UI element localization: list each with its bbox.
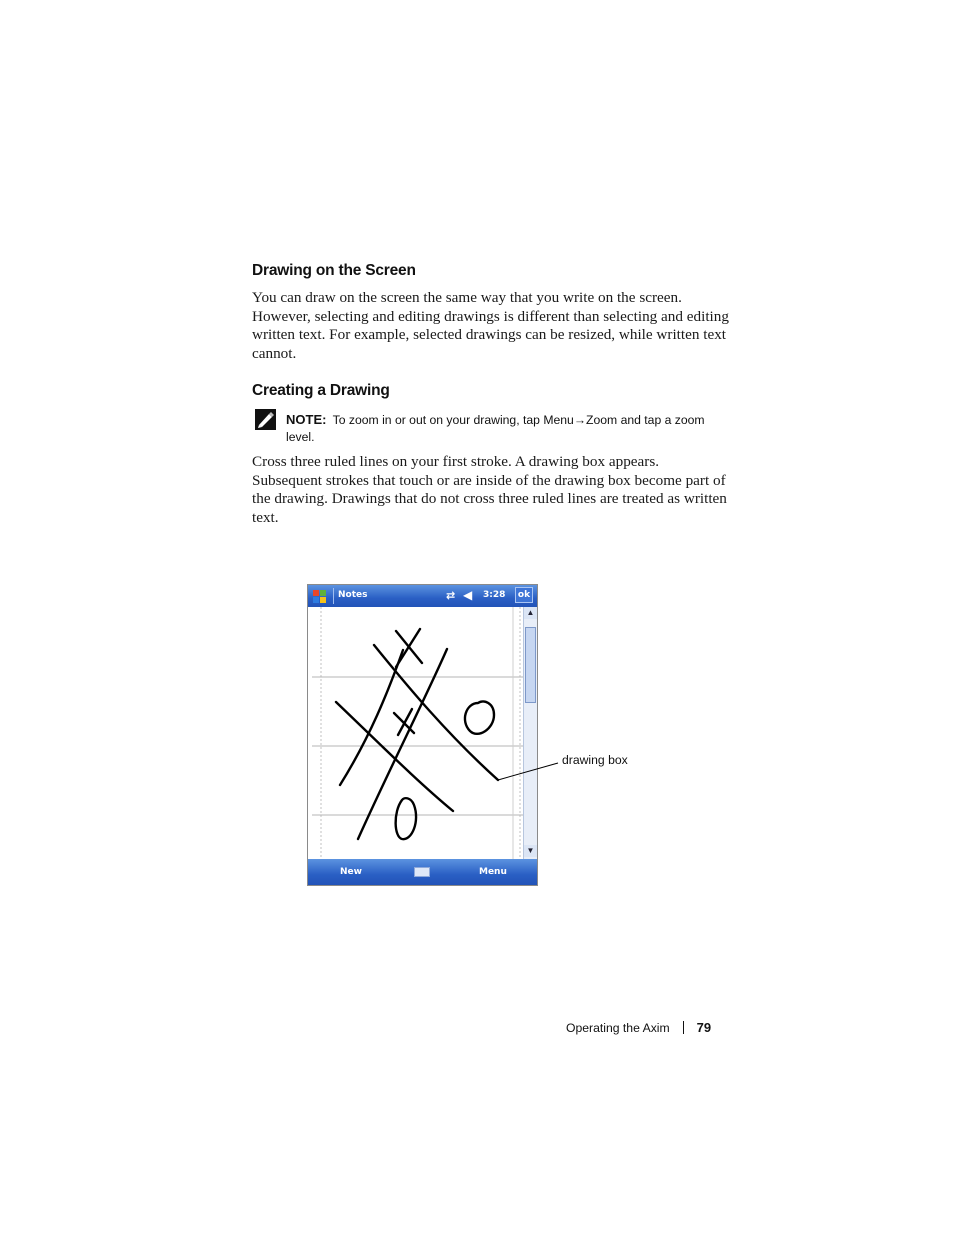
windows-start-icon[interactable] bbox=[312, 588, 328, 604]
note-canvas[interactable] bbox=[308, 607, 523, 859]
app-title: Notes bbox=[338, 590, 368, 600]
note-menu-term: Menu bbox=[543, 413, 574, 427]
scroll-thumb[interactable] bbox=[525, 627, 536, 703]
footer-divider bbox=[683, 1021, 684, 1034]
title-separator bbox=[333, 588, 334, 604]
note-zoom-term: Zoom bbox=[586, 413, 618, 427]
title-bar bbox=[308, 585, 537, 607]
ok-button[interactable]: ok bbox=[515, 587, 533, 603]
callout-label: drawing box bbox=[562, 753, 628, 767]
new-softkey[interactable]: New bbox=[340, 867, 362, 877]
menu-softkey[interactable]: Menu bbox=[479, 867, 507, 877]
menu-bar bbox=[308, 859, 537, 885]
scroll-up-icon[interactable]: ▲ bbox=[524, 607, 537, 619]
device-screenshot bbox=[307, 584, 538, 886]
note-label: NOTE: bbox=[286, 412, 327, 427]
page-number: 79 bbox=[696, 1020, 712, 1035]
vertical-scrollbar[interactable] bbox=[523, 607, 537, 859]
note-arrow: → bbox=[573, 413, 587, 427]
scroll-down-icon[interactable]: ▼ bbox=[524, 845, 537, 857]
paragraph-creating-drawing: Cross three ruled lines on your first stroke. A drawing box appears. Subsequent strokes that touch or are inside of the drawing box become part of the drawing. Drawings that do not cross three ruled lines are treated as written text. bbox=[252, 453, 727, 526]
page-footer bbox=[566, 1020, 711, 1035]
section-heading-drawing-on-screen: Drawing on the Screen bbox=[252, 262, 416, 279]
connectivity-icon[interactable]: ⇄ bbox=[446, 589, 456, 602]
note-text bbox=[286, 411, 706, 446]
volume-icon[interactable]: ◀ bbox=[463, 588, 473, 602]
note-text-after: and tap a zoom level. bbox=[286, 413, 705, 444]
footer-chapter: Operating the Axim bbox=[566, 1021, 670, 1035]
keyboard-icon[interactable] bbox=[414, 867, 430, 877]
note-pencil-icon bbox=[255, 409, 276, 430]
clock[interactable]: 3:28 bbox=[483, 590, 506, 600]
paragraph-drawing-on-screen: You can draw on the screen the same way that you write on the screen. However, selecting and editing drawings is different than selecting and editing written text. For example, selected drawings can be resized, while written text cannot. bbox=[252, 289, 729, 362]
note-text-before: To zoom in or out on your drawing, tap bbox=[332, 413, 540, 427]
section-heading-creating-drawing: Creating a Drawing bbox=[252, 382, 390, 399]
